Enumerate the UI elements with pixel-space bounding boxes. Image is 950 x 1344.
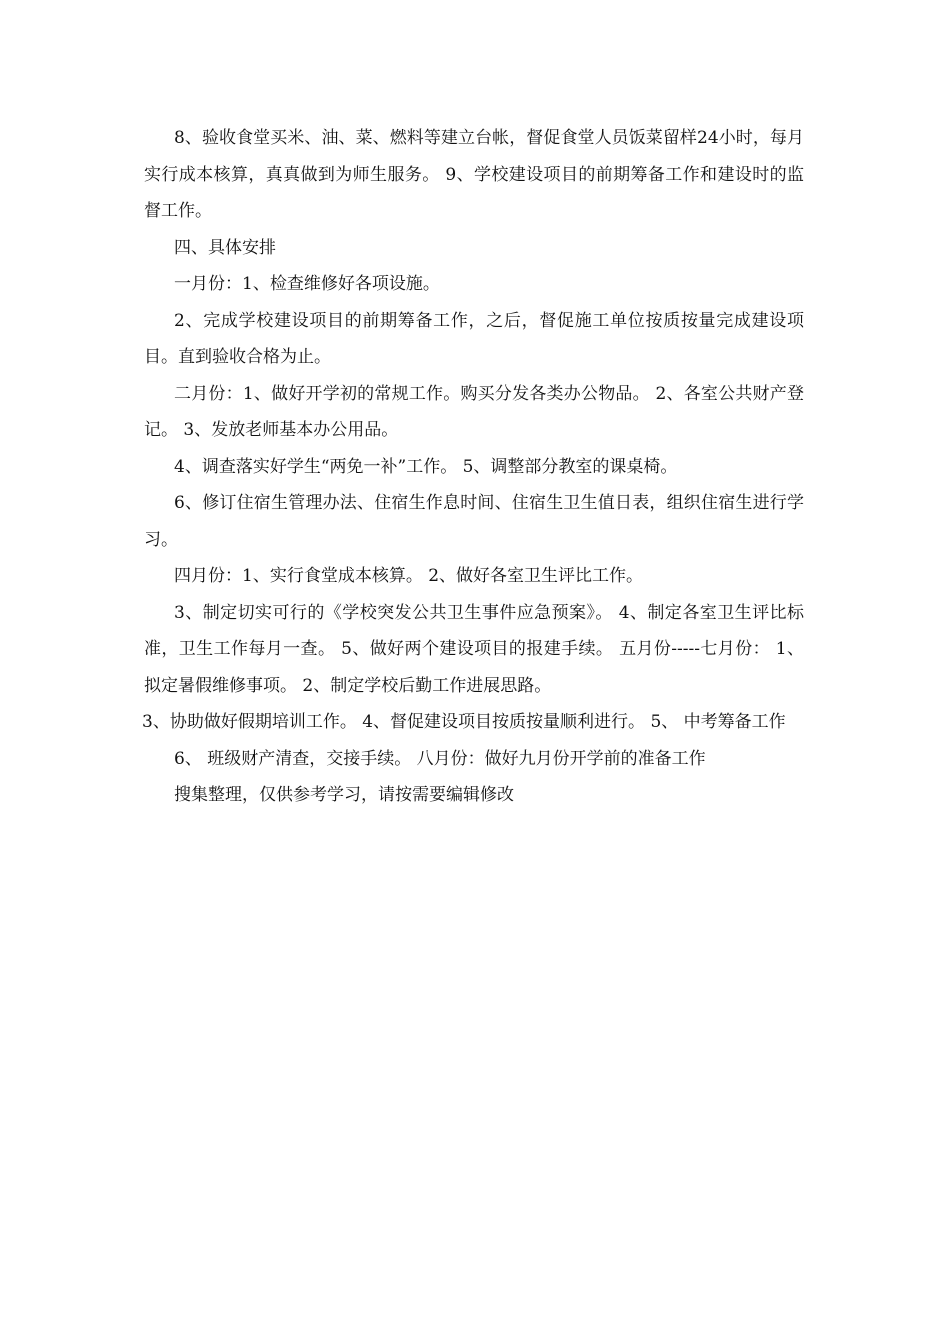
- paragraph-dormitory: 6、修订住宿生管理办法、住宿生作息时间、住宿生卫生值日表，组织住宿生进行学习。: [144, 493, 804, 550]
- paragraph-student-subsidy: 4、调查落实好学生“两免一补”工作。 5、调整部分教室的课桌椅。: [174, 456, 678, 477]
- paragraph-training: 3、协助做好假期培训工作。 4、督促建设项目按质按量顺利进行。 5、 中考筹备工作: [142, 712, 786, 732]
- footer-note: 搜集整理，仅供参考学习，请按需要编辑修改: [174, 785, 514, 805]
- paragraph-january: 一月份：1、检查维修好各项设施。: [174, 274, 440, 294]
- section-heading-schedule: 四、具体安排: [174, 237, 276, 258]
- document-body: [144, 120, 804, 814]
- paragraph-august: 6、 班级财产清查，交接手续。 八月份：做好九月份开学前的准备工作: [174, 748, 706, 769]
- paragraph-april: 四月份：1、实行食堂成本核算。 2、做好各室卫生评比工作。: [174, 566, 644, 586]
- paragraph-emergency-plan: 3、制定切实可行的《学校突发公共卫生事件应急预案》。 4、制定各室卫生评比标准，卫生工作每月一查。 5、做好两个建设项目的报建手续。 五月份-----七月份： 1、 拟定暑假维修事项。 2、制定学校后勤工作进展思路。: [144, 602, 804, 696]
- paragraph-canteen-audit: 8、验收食堂买米、油、菜、燃料等建立台帐，督促食堂人员饭菜留样24小时，每月实行成本核算，真真做到为师生服务。 9、学校建设项目的前期筹备工作和建设时的监督工作。: [144, 128, 804, 221]
- paragraph-construction-prep: 2、完成学校建设项目的前期筹备工作，之后，督促施工单位按质按量完成建设项目。直到验收合格为止。: [144, 310, 804, 367]
- paragraph-february: 二月份：1、做好开学初的常规工作。购买分发各类办公物品。 2、各室公共财产登记。 3、发放老师基本办公用品。: [144, 383, 804, 440]
